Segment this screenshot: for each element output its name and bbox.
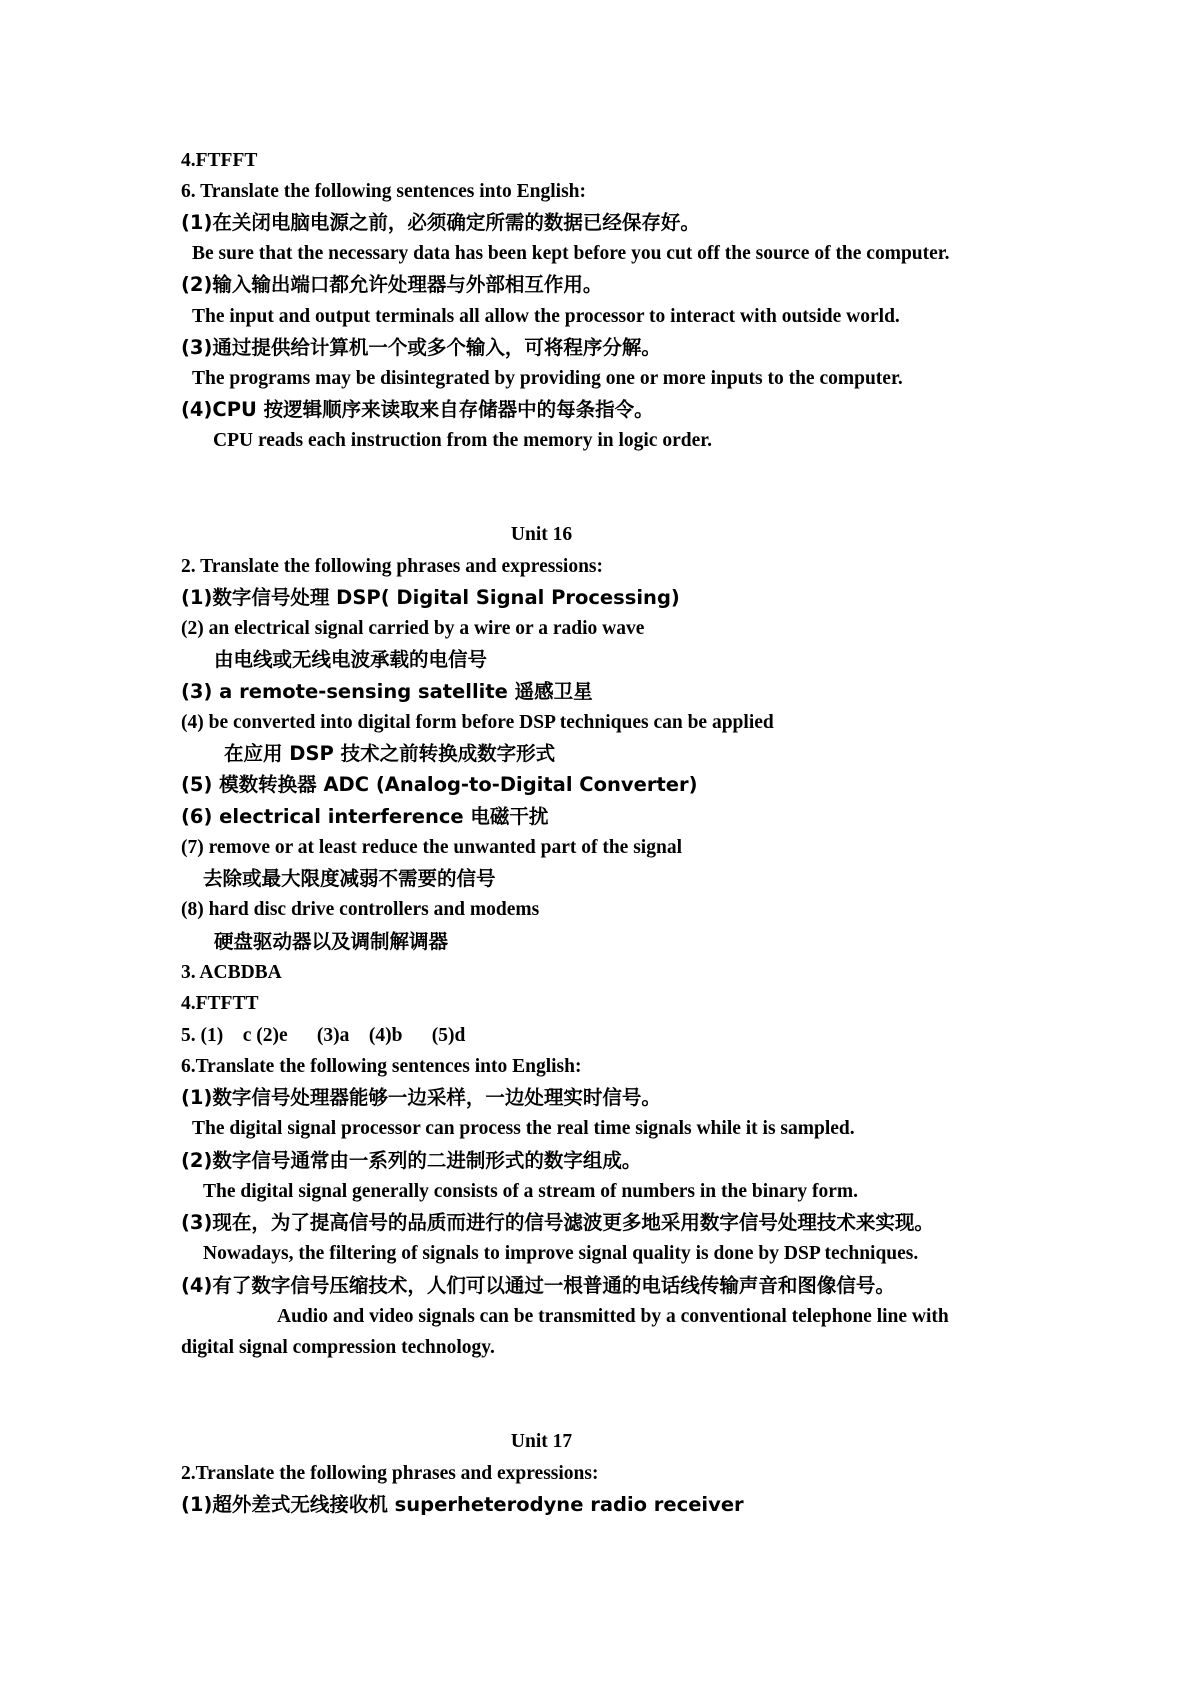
section-heading: 6.Translate the following sentences into English:: [181, 1056, 582, 1077]
phrase-item: (8) hard disc drive controllers and modems: [181, 899, 540, 920]
english-translation-continued: digital signal compression technology.: [181, 1337, 495, 1358]
chinese-sentence: (3)现在，为了提高信号的品质而进行的信号滤波更多地采用数字信号处理技术来实现。: [181, 1211, 934, 1234]
english-translation: The digital signal generally consists of a stream of numbers in the binary form.: [203, 1181, 859, 1202]
phrase-item: (4) be converted into digital form before DSP techniques can be applied: [181, 712, 774, 733]
answer-line: 4.FTFTT: [181, 993, 259, 1014]
phrase-item: (1)超外差式无线接收机 superheterodyne radio receiver: [181, 1493, 744, 1516]
chinese-sentence: (4)CPU 按逻辑顺序来读取来自存储器中的每条指令。: [181, 398, 654, 421]
phrase-translation: 由电线或无线电波承载的电信号: [214, 648, 488, 671]
unit-title: Unit 17: [510, 1431, 573, 1452]
answer-line: 5. (1) c (2)e (3)a (4)b (5)d: [181, 1025, 466, 1046]
english-translation: The programs may be disintegrated by providing one or more inputs to the computer.: [192, 368, 903, 389]
chinese-sentence: (2)输入输出端口都允许处理器与外部相互作用。: [181, 273, 603, 296]
english-translation: The input and output terminals all allow the processor to interact with outside world.: [192, 306, 900, 327]
chinese-sentence: (4)有了数字信号压缩技术，人们可以通过一根普通的电话线传输声音和图像信号。: [181, 1274, 895, 1297]
phrase-item: (3) a remote-sensing satellite 遥感卫星: [181, 680, 593, 703]
phrase-item: (1)数字信号处理 DSP( Digital Signal Processing): [181, 586, 680, 609]
phrase-translation: 在应用 DSP 技术之前转换成数字形式: [224, 742, 556, 765]
english-translation: The digital signal processor can process the real time signals while it is sampled.: [192, 1118, 855, 1139]
answer-line: 3. ACBDBA: [181, 962, 282, 983]
english-translation: Be sure that the necessary data has been kept before you cut off the source of the computer.: [192, 243, 950, 264]
section-heading: 6. Translate the following sentences into English:: [181, 181, 587, 202]
chinese-sentence: (1)在关闭电脑电源之前，必须确定所需的数据已经保存好。: [181, 211, 700, 234]
section-heading: 2.Translate the following phrases and expressions:: [181, 1463, 599, 1484]
phrase-translation: 硬盘驱动器以及调制解调器: [214, 930, 449, 953]
section-heading: 2. Translate the following phrases and expressions:: [181, 556, 604, 577]
english-translation: Nowadays, the filtering of signals to improve signal quality is done by DSP techniques.: [203, 1243, 919, 1264]
phrase-item: (5) 模数转换器 ADC (Analog-to-Digital Converter): [181, 773, 698, 796]
phrase-item: (7) remove or at least reduce the unwanted part of the signal: [181, 837, 682, 858]
chinese-sentence: (1)数字信号处理器能够一边采样，一边处理实时信号。: [181, 1086, 661, 1109]
english-translation: Audio and video signals can be transmitted by a conventional telephone line with: [277, 1306, 949, 1327]
english-translation: CPU reads each instruction from the memory in logic order.: [213, 430, 712, 451]
chinese-sentence: (2)数字信号通常由一系列的二进制形式的数字组成。: [181, 1149, 642, 1172]
unit-title: Unit 16: [510, 524, 573, 545]
phrase-item: (2) an electrical signal carried by a wire or a radio wave: [181, 618, 645, 639]
phrase-item: (6) electrical interference 电磁干扰: [181, 805, 549, 828]
answer-line: 4.FTFFT: [181, 150, 258, 171]
chinese-sentence: (3)通过提供给计算机一个或多个输入，可将程序分解。: [181, 336, 661, 359]
phrase-translation: 去除或最大限度减弱不需要的信号: [203, 867, 496, 890]
